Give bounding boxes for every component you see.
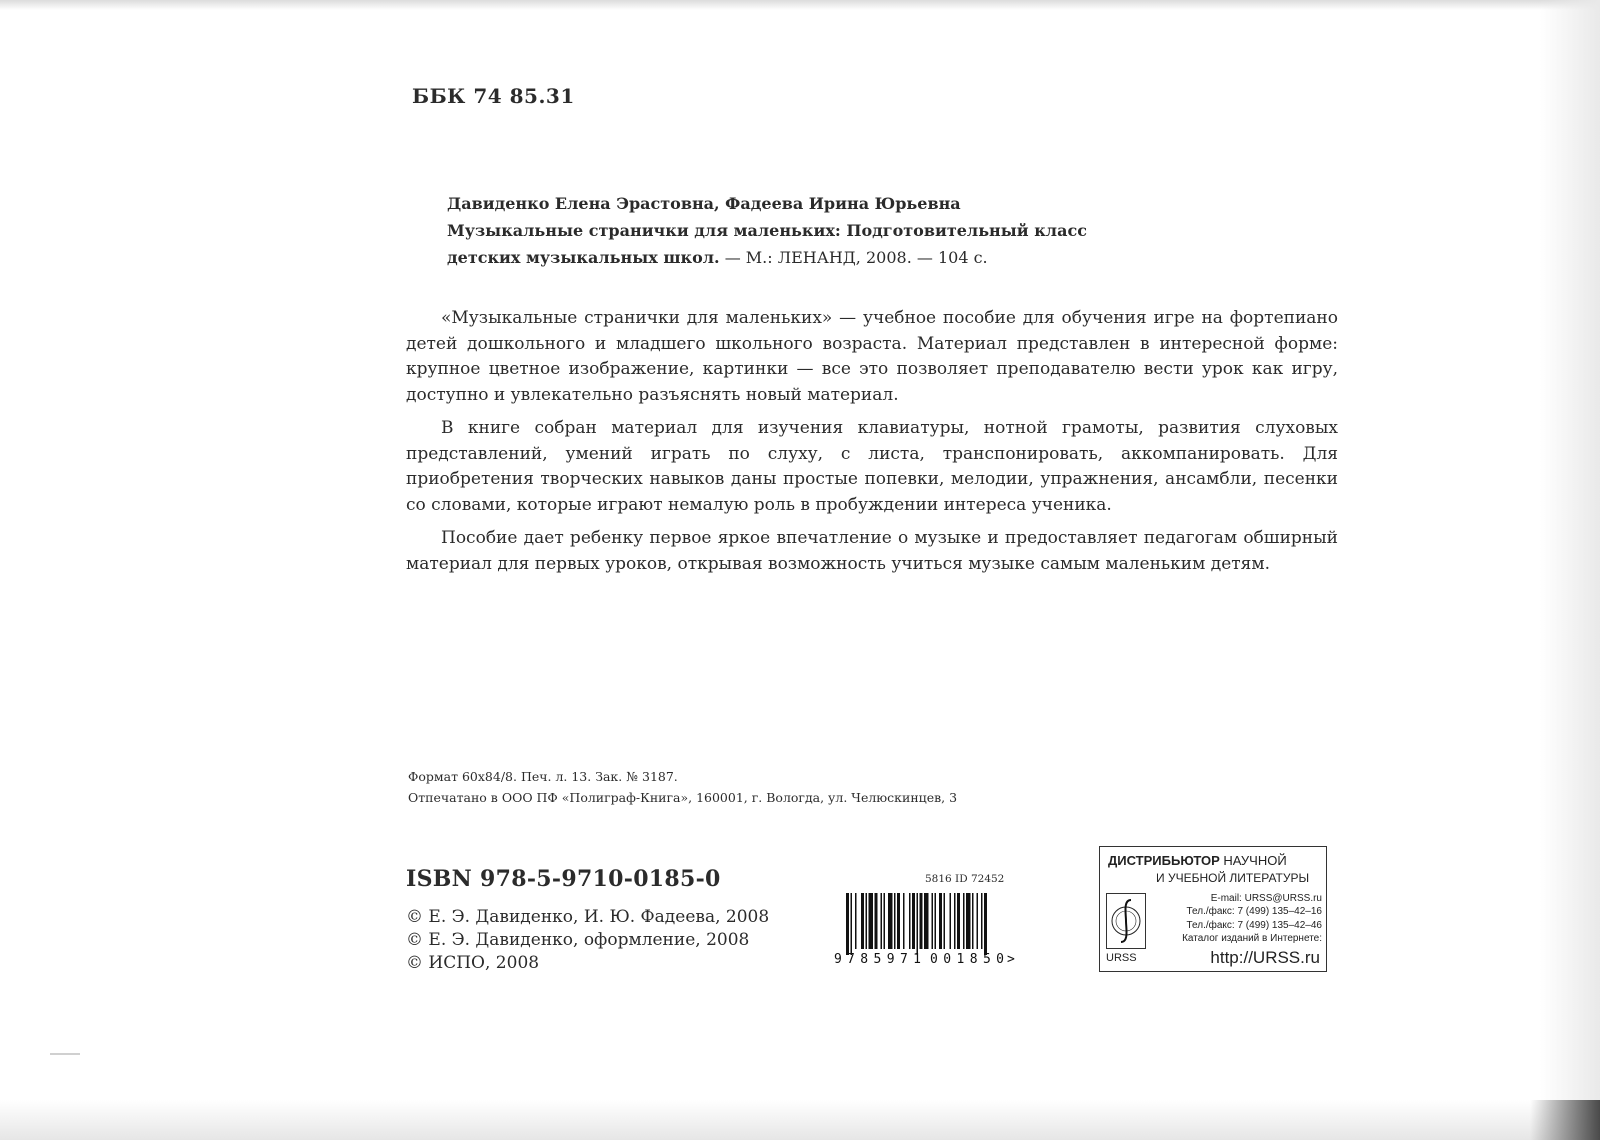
barcode-bar [917,893,919,955]
distributor-box [1099,846,1327,972]
barcode-bar [881,893,883,949]
distributor-subtitle: И УЧЕБНОЙ ЛИТЕРАТУРЫ [1156,871,1310,885]
barcode-end-mark: > [1007,952,1015,967]
barcode-bar [920,893,923,949]
scan-shadow-bottom [0,1100,1600,1140]
copyright-line: © Е. Э. Давиденко, оформление, 2008 [406,930,750,950]
annotation-paragraph: «Музыкальные странички для маленьких» — учебное пособие для обучения игре на фортепиано детей дошкольного и младшего школьного возраста. Материал представлен в интересной форме: крупное цветное изображение, картинки — все это позволяет преподавателю вести урок как игру, доступно и увлекательно разъяснять новый материал. [406,308,1338,405]
barcode-bar [972,893,974,949]
barcode-bar [861,893,864,949]
barcode-digit-first: 9 [834,952,842,967]
distributor-tel-2: Тел./факс: 7 (499) 135–42–46 [1186,919,1322,931]
barcode-bar [981,893,983,949]
barcode-bar [909,893,911,949]
barcode-bar [903,893,905,949]
distributor-catalog: Каталог изданий в Интернете: [1182,932,1322,944]
annotation-paragraph: Пособие дает ребенку первое яркое впечатление о музыке и предоставляет педагогам обширный материал для первых уроков, открывая возможность учиться музыке самым маленьким детям. [406,528,1338,574]
distributor-logo-text: URSS [1106,952,1137,964]
bbk-code: ББК 74 85.31 [412,84,575,108]
imprint-printed: Отпечатано в ООО ПФ «Полиграф-Книга», 160001, г. Вологда, ул. Челюскинцев, 3 [408,790,958,805]
copyright-line: © Е. Э. Давиденко, И. Ю. Фадеева, 2008 [406,907,770,927]
bib-title-line-2-bold: детских музыкальных школ. [447,248,720,267]
copyright-line: © ИСПО, 2008 [406,953,540,973]
barcode-bar [939,893,942,949]
bib-title-line-1: Музыкальные странички для маленьких: Подготовительный класс [447,221,1087,240]
bibliographic-record [447,190,1167,271]
distributor-title-bold: ДИСТРИБЬЮТОР [1108,853,1220,868]
imprint [408,766,1108,808]
barcode-bar [897,893,900,949]
bib-publisher: — М.: ЛЕНАНД, 2008. — 104 с. [719,248,988,267]
barcode-bar [966,893,971,949]
barcode-digits-right: 001850 [930,952,1004,967]
distributor-title [1108,852,1322,887]
imprint-format: Формат 60x84/8. Печ. л. 13. Зак. № 3187. [408,769,678,784]
barcode-bar [950,893,952,949]
distributor-email: E-mail: URSS@URSS.ru [1210,893,1322,904]
barcode-bar [912,893,915,949]
barcode-bar [963,893,965,949]
barcode-bar [954,893,956,949]
barcode-bar [888,893,893,949]
barcode-bar [977,893,979,949]
copyrights [406,906,826,975]
distributor-title-rest: НАУЧНОЙ [1219,853,1287,868]
barcode-bar [932,893,934,949]
urss-logo-icon [1106,893,1146,949]
annotation [406,306,1338,585]
barcode-bar [875,893,878,949]
barcode-bar [894,893,896,949]
barcode-bar [855,893,857,949]
bib-authors: Давиденко Елена Эрастовна, Фадеева Ирина Юрьевна [447,194,961,213]
distributor-tel: Тел./факс: 7 (499) 135–42–16 [1186,906,1322,918]
barcode-bar [846,893,849,955]
scan-shadow-right [1540,0,1600,1140]
barcode-bar [984,893,987,955]
annotation-paragraph: В книге собран материал для изучения клавиатуры, нотной грамоты, развития слуховых представлений, умений играть по слуху, с листа, транспонировать, аккомпанировать. Для приобретения творческих навыков даны простые попевки, мелодии, упражнения, ансамбли, песенки со словами, которые играют немалую роль в пробуждении интереса ученика. [406,418,1338,515]
barcode-bar [957,893,960,949]
barcode [834,893,1016,967]
distributor-contacts [1150,892,1322,945]
bib-title-line-2 [447,244,1167,271]
barcode-code-label: 5816 ID 72452 [925,873,1005,885]
barcode-bar [866,893,868,949]
distributor-url: http://URSS.ru [1210,948,1320,967]
isbn: ISBN 978-5-9710-0185-0 [406,866,721,892]
scan-corner [1530,1100,1600,1140]
scan-mark [50,1053,80,1055]
barcode-bar [944,893,946,949]
barcode-bar [924,893,929,949]
barcode-bar [869,893,874,949]
scan-shadow-top [0,0,1600,10]
barcode-digits-left: 785971 [847,952,921,967]
barcode-bar [935,893,937,949]
barcode-bar [884,893,886,949]
barcode-bar [851,893,853,955]
